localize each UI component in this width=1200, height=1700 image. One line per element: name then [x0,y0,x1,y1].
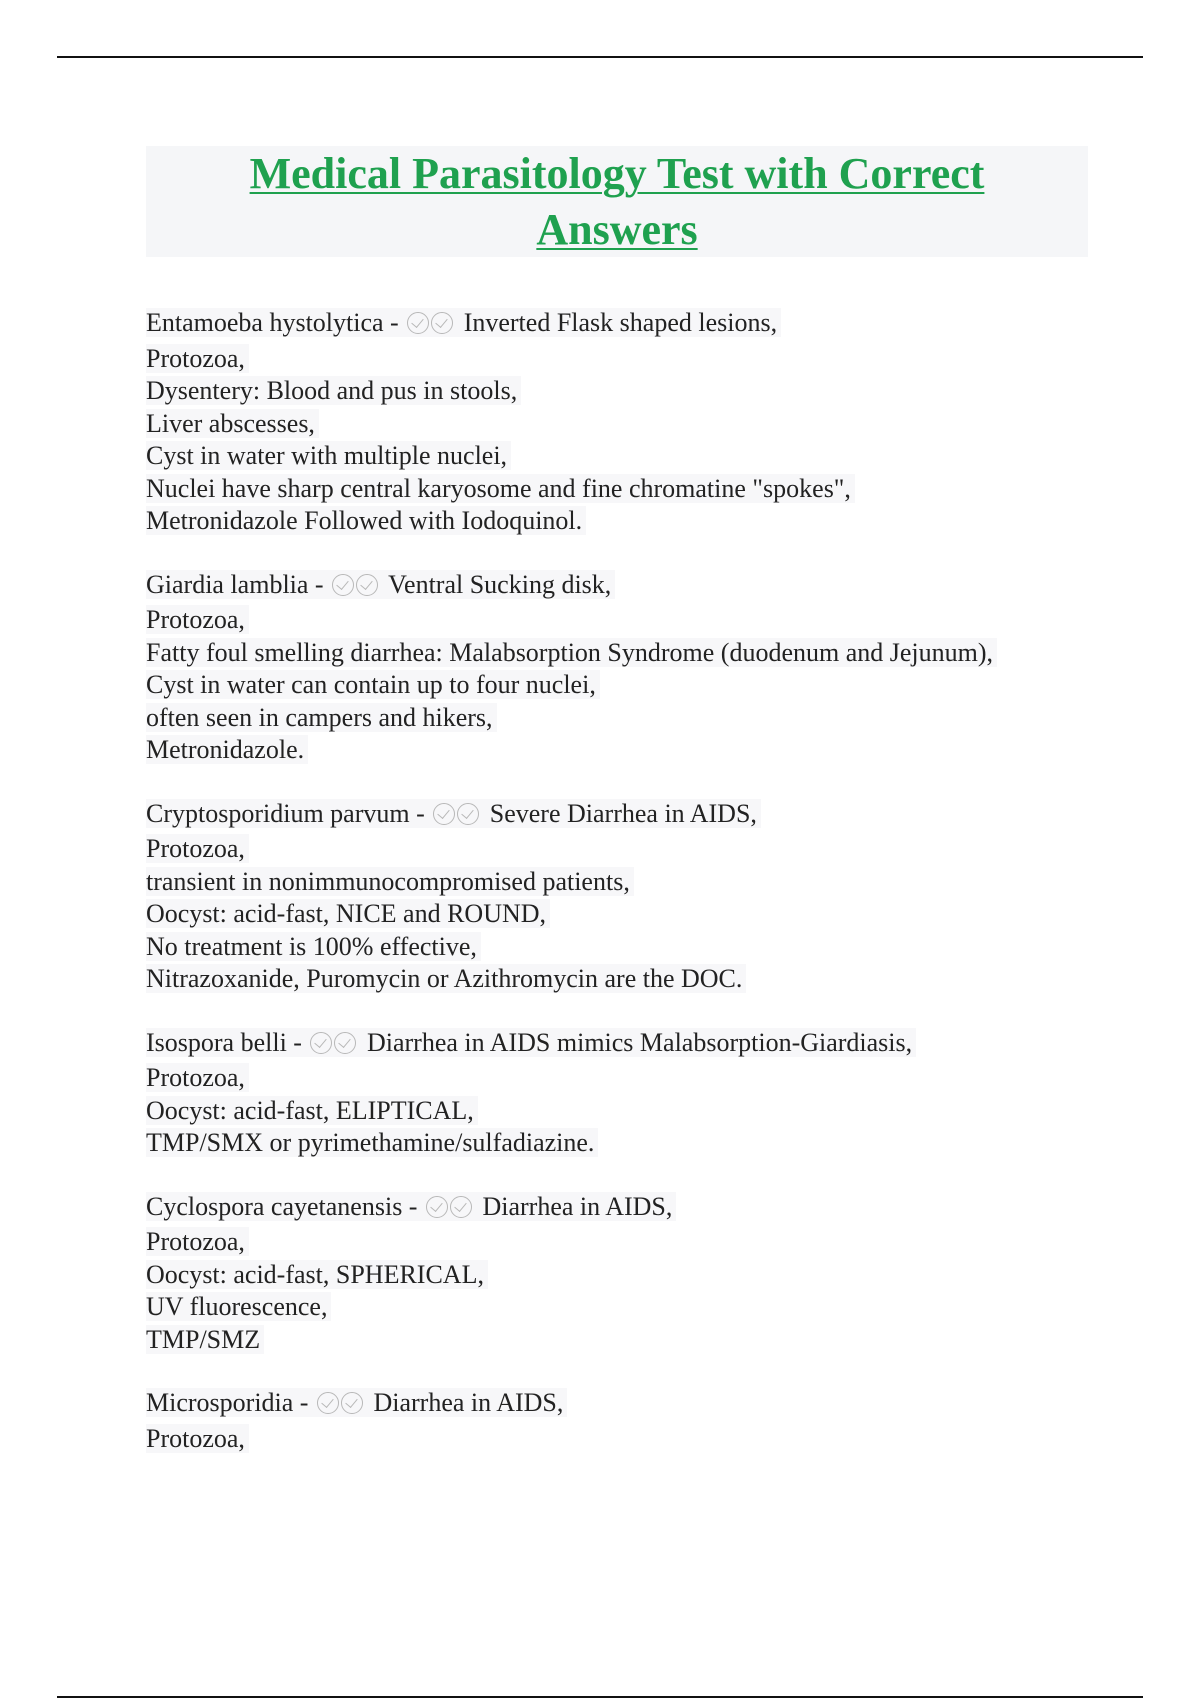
title-banner [146,146,1088,257]
qa-entry [146,1387,1106,1455]
qa-entry [146,798,1106,996]
entry-line: transient in nonimmunocompromised patients, [146,867,634,896]
entry-line: Cyst in water can contain up to four nuclei, [146,670,600,699]
entry-line: No treatment is 100% effective, [146,932,481,961]
entry-line: Nuclei have sharp central karyosome and fine chromatine "spokes", [146,474,855,503]
entry-term: Giardia lamblia - [146,569,324,599]
entry-line: TMP/SMZ [146,1325,264,1354]
qa-list [146,307,1106,1486]
check-circle-icon [341,1392,363,1414]
check-circle-icon [457,803,479,825]
check-circle-icon [426,1196,448,1218]
footer-rule [57,1696,1143,1698]
entry-line: Fatty foul smelling diarrhea: Malabsorption Syndrome (duodenum and Jejunum), [146,638,997,667]
check-circle-icon [431,312,453,334]
entry-term: Entamoeba hystolytica - [146,308,399,337]
entry-line: often seen in campers and hikers, [146,703,497,732]
qa-entry [146,1027,1106,1160]
entry-line: Dysentery: Blood and pus in stools, [146,376,521,405]
entry-line: Cyst in water with multiple nuclei, [146,441,511,470]
entry-line: Oocyst: acid-fast, SPHERICAL, [146,1260,488,1289]
entry-term: Cryptosporidium parvum - [146,798,425,828]
entry-line: Protozoa, [146,1063,249,1092]
entry-line: Metronidazole. [146,735,308,764]
entry-answer: Diarrhea in AIDS, [482,1191,673,1221]
check-circle-icon [450,1196,472,1218]
entry-line: Metronidazole Followed with Iodoquinol. [146,506,586,535]
check-circle-icon [407,312,429,334]
entry-line: UV fluorescence, [146,1292,331,1321]
qa-entry [146,307,1106,538]
check-circle-icon [310,1032,332,1054]
check-circle-icon [356,574,378,596]
entry-line: Liver abscesses, [146,409,319,438]
header-rule [57,56,1143,58]
check-circle-icon [334,1032,356,1054]
entry-answer: Inverted Flask shaped lesions, [463,308,778,337]
entry-line: Protozoa, [146,1424,249,1453]
entry-answer: Diarrhea in AIDS mimics Malabsorption-Giardiasis, [366,1027,913,1057]
entry-answer: Diarrhea in AIDS, [373,1388,564,1417]
entry-line: Oocyst: acid-fast, NICE and ROUND, [146,899,550,928]
check-circle-icon [317,1392,339,1414]
qa-entry [146,1191,1106,1357]
entry-answer: Severe Diarrhea in AIDS, [489,798,757,828]
entry-term: Cyclospora cayetanensis - [146,1191,418,1221]
entry-line: Oocyst: acid-fast, ELIPTICAL, [146,1096,478,1125]
entry-term: Microsporidia - [146,1388,309,1417]
check-circle-icon [332,574,354,596]
entry-line: Protozoa, [146,344,249,373]
entry-answer: Ventral Sucking disk, [388,569,612,599]
document-title: Medical Parasitology Test with Correct Answers [249,148,985,254]
entry-line: Nitrazoxanide, Puromycin or Azithromycin are the DOC. [146,964,746,993]
entry-line: Protozoa, [146,834,249,863]
entry-line: Protozoa, [146,1227,249,1256]
check-circle-icon [433,803,455,825]
entry-term: Isospora belli - [146,1027,302,1057]
entry-line: Protozoa, [146,605,249,634]
qa-entry [146,569,1106,767]
entry-line: TMP/SMX or pyrimethamine/sulfadiazine. [146,1128,598,1157]
